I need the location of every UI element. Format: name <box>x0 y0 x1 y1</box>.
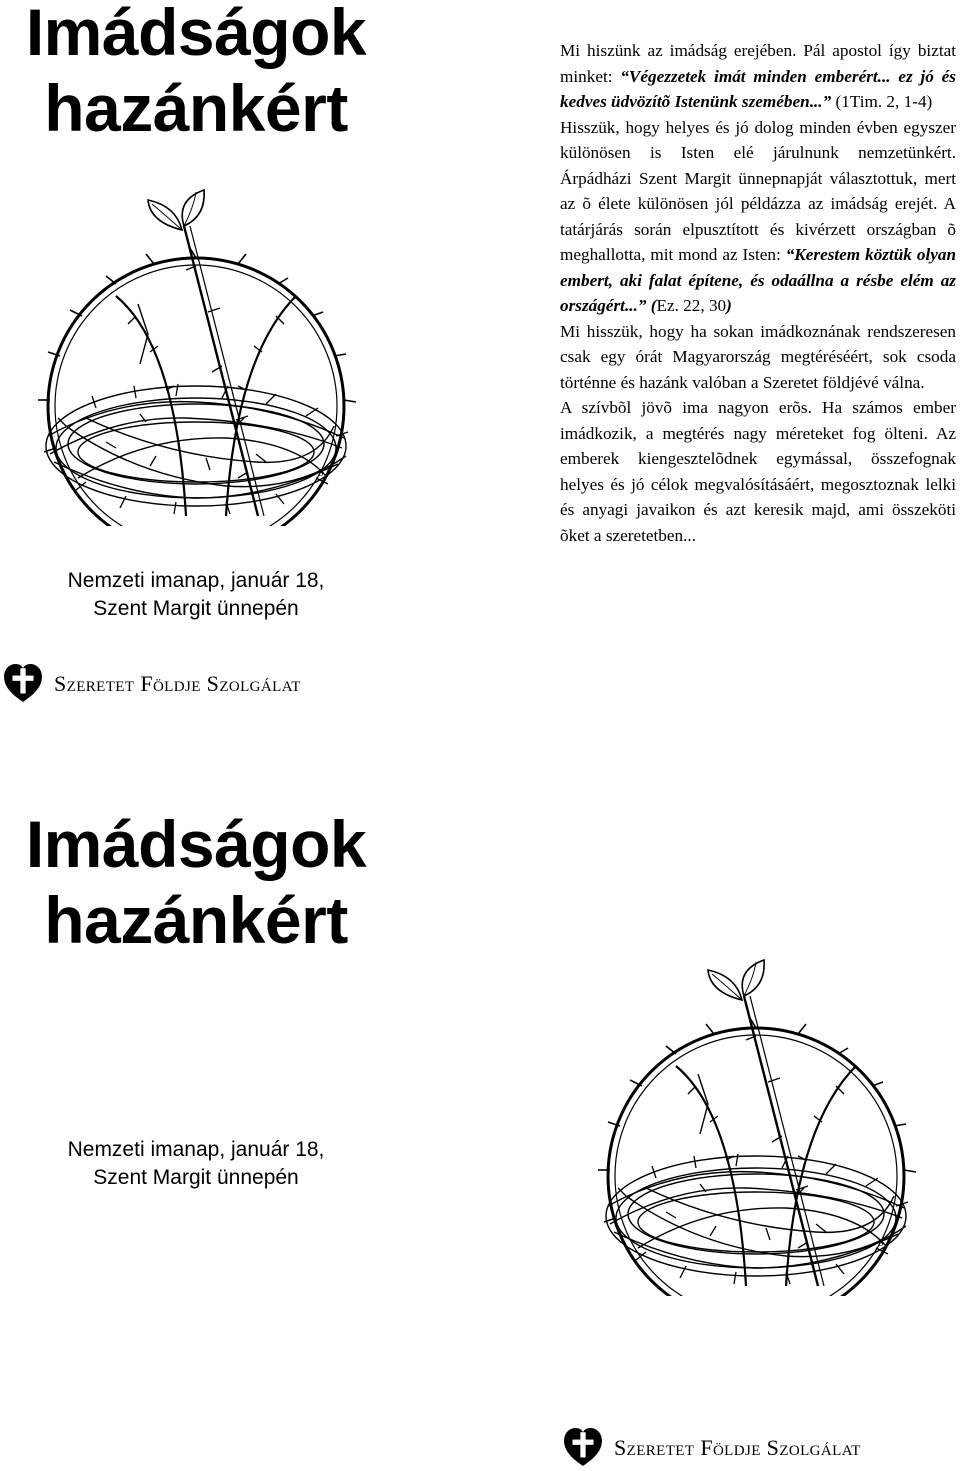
scripture-quote-1: “Végezzetek imát minden emberért... ez jó és kedves üdvözítõ Istenünk szemében...” <box>560 66 956 111</box>
organization-logo-bottom <box>564 1428 861 1468</box>
artist-signature-bottom: S <box>878 1238 884 1249</box>
top-subtitle-line1: Nemzeti imanap, január 18, <box>67 569 325 592</box>
bottom-subtitle <box>10 1136 382 1192</box>
paragraph-2: Hisszük, hogy helyes és jó dolog minden évben egyszer különösen is Isten elé járulnunk nemzetünkért. Árpádházi Szent Margit ünnepnapját választottuk, mert az õ élete különösen jól példázza az imádság erejét. A tatárjárás során elpusztított és kivérzett országban õ meghallotta, mit mond az Isten: “Kerestem köztük olyan embert, aki falat építene, és odaállna a résbe elém az országért...” (Ez. 22, 30) <box>560 117 956 315</box>
organization-logo <box>4 664 301 704</box>
artist-signature: S <box>318 468 324 479</box>
heart-cross-icon-bottom <box>564 1428 602 1468</box>
thorn-crown-illustration <box>26 186 366 526</box>
paragraph-1: Mi hiszünk az imádság erejében. Pál apostol így biztat minket: “Végezzetek imát minden emberért... ez jó és kedves üdvözítõ Istenünk szemében...” (1Tim. 2, 1-4) <box>560 41 956 111</box>
top-title <box>10 0 382 146</box>
bottom-title <box>10 806 382 958</box>
organization-name-bottom: Szeretet Földje Szolgálat <box>614 1435 861 1460</box>
paragraph-3: Mi hisszük, hogy ha sokan imádkoznának rendszeresen csak egy órát Magyarország megtéréséért, sok csoda történne és hazánk valóban a Szeretet földjévé válna. <box>560 321 956 392</box>
scripture-quote-2: “Kerestem köztük olyan embert, aki falat építene, és odaállna a résbe elém az országért...” ( <box>560 245 956 315</box>
bottom-subtitle-line1: Nemzeti imanap, január 18, <box>67 1138 325 1161</box>
thorn-crown-illustration-bottom <box>586 956 926 1296</box>
paragraph-4: A szívbõl jövõ ima nagyon erõs. Ha számos ember imádkozik, a megtérés nagy méreteket fog ölteni. Az emberek kiengesztelõdnek egymással, összefognak helyes és jó célok megvalósításáért, megosztoznak lelki és anyagi javaikon és azt keresik majd, ami összeköti õket a szeretetben... <box>560 398 956 545</box>
top-title-line1: Imádságok <box>25 0 367 69</box>
top-title-line2: hazánkért <box>44 71 348 145</box>
heart-cross-icon <box>4 664 42 704</box>
article-text <box>560 38 956 548</box>
bottom-title-line2: hazánkért <box>44 883 348 957</box>
bottom-title-line1: Imádságok <box>25 807 367 881</box>
top-subtitle <box>10 567 382 623</box>
organization-name: Szeretet Földje Szolgálat <box>54 671 301 696</box>
top-subtitle-line2: Szent Margit ünnepén <box>93 597 299 620</box>
bottom-subtitle-line2: Szent Margit ünnepén <box>93 1166 299 1189</box>
